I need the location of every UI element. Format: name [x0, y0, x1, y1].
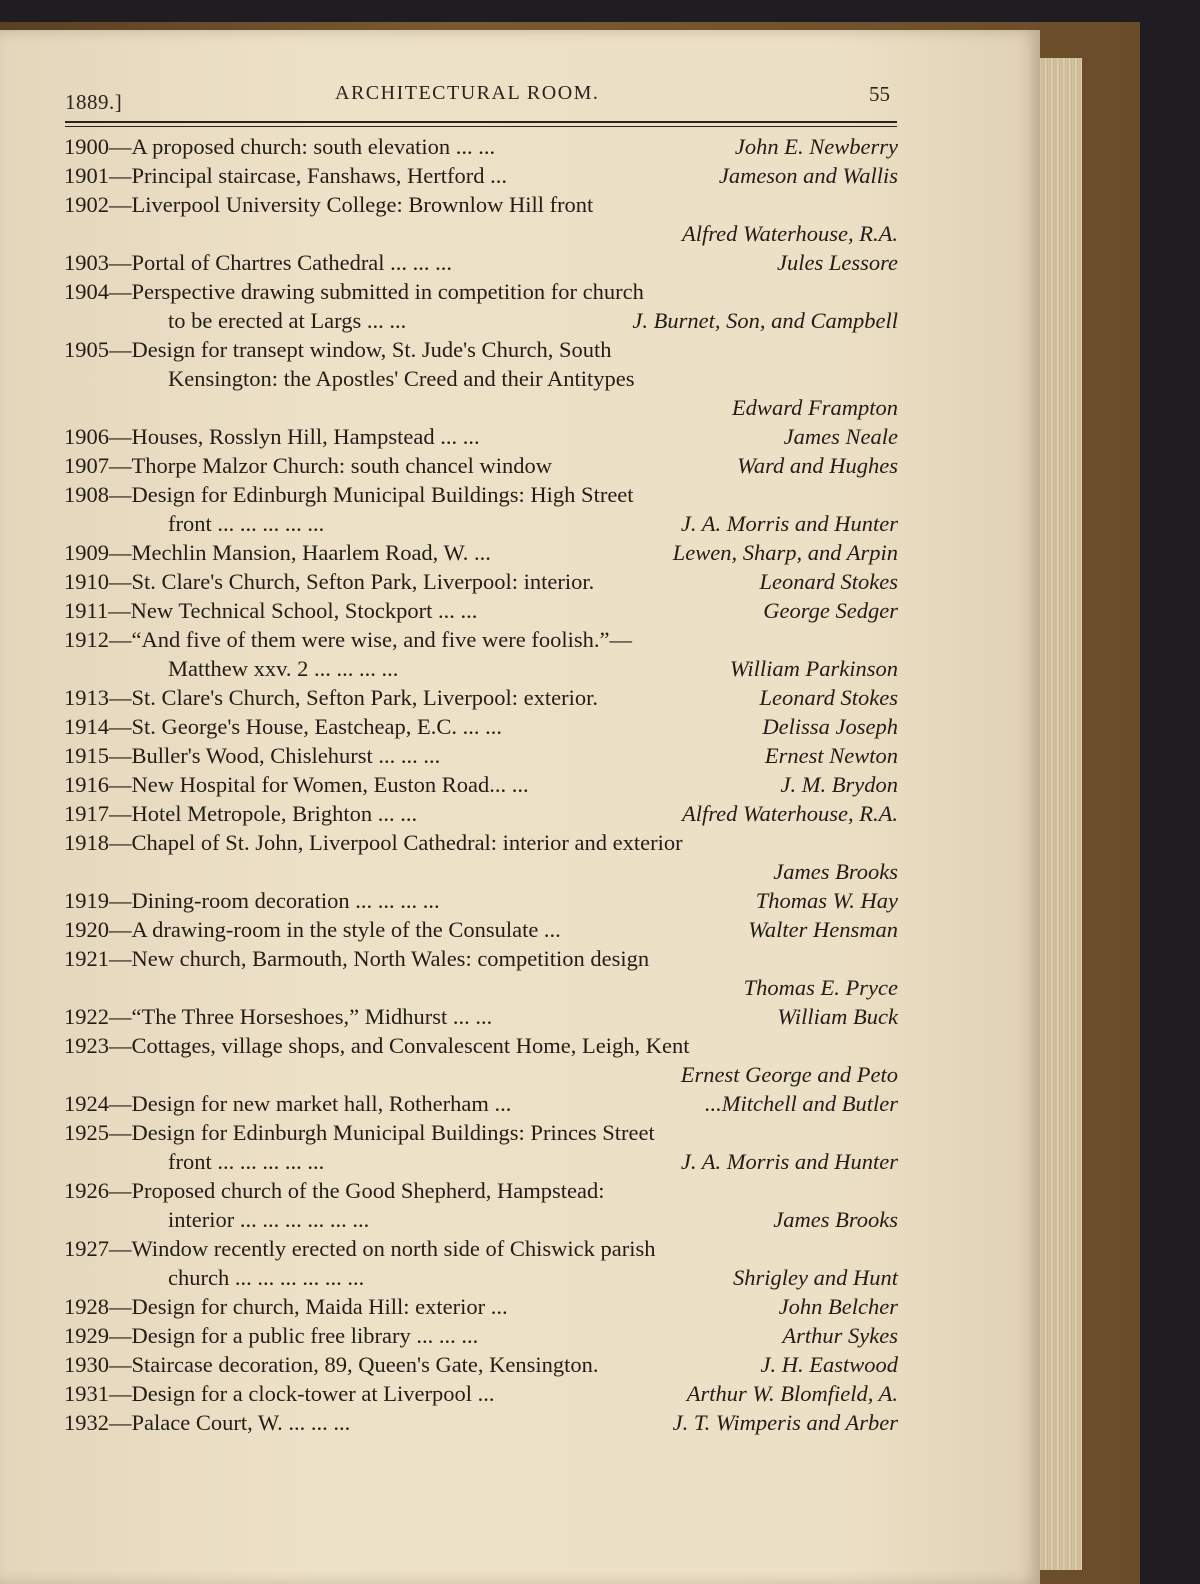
- catalogue-line: [64, 393, 898, 422]
- entry-title: 1903—Portal of Chartres Cathedral ... ... ...: [64, 250, 453, 275]
- catalogue-line: [64, 1118, 898, 1147]
- catalogue-line: [64, 248, 898, 277]
- catalogue-line: [64, 857, 898, 886]
- catalogue-line: [64, 712, 898, 741]
- entry-author: James Neale: [783, 424, 898, 449]
- catalogue-line: [64, 1350, 898, 1379]
- catalogue-line: [64, 625, 898, 654]
- entry-title: 1920—A drawing-room in the style of the Consulate ...: [64, 917, 561, 942]
- catalogue-line: [64, 219, 898, 248]
- entry-title: 1922—“The Three Horseshoes,” Midhurst ... ...: [64, 1004, 493, 1029]
- catalogue-line: [64, 770, 898, 799]
- entry-title: interior ... ... ... ... ... ...: [168, 1207, 370, 1232]
- entry-title: 1930—Staircase decoration, 89, Queen's Gate, Kensington.: [64, 1352, 599, 1377]
- catalogue-line: [64, 683, 898, 712]
- catalogue-line: [64, 1408, 898, 1437]
- entry-author: Ward and Hughes: [737, 453, 898, 478]
- entry-author: J. A. Morris and Hunter: [680, 1149, 898, 1174]
- catalogue-line: [64, 828, 898, 857]
- catalogue-line: [64, 161, 898, 190]
- catalogue-line: [64, 306, 898, 335]
- catalogue-line: [64, 1379, 898, 1408]
- entry-title: church ... ... ... ... ... ...: [168, 1265, 365, 1290]
- entry-title: 1914—St. George's House, Eastcheap, E.C. ... ...: [64, 714, 502, 739]
- entry-title: 1918—Chapel of St. John, Liverpool Cathedral: interior and exterior: [64, 830, 683, 855]
- catalogue-line: [64, 1234, 898, 1263]
- entry-title: 1923—Cottages, village shops, and Convalescent Home, Leigh, Kent: [64, 1033, 690, 1058]
- entry-title: 1932—Palace Court, W. ... ... ...: [64, 1410, 351, 1435]
- entry-title: 1913—St. Clare's Church, Sefton Park, Liverpool: exterior.: [64, 685, 598, 710]
- catalogue-line: [64, 1002, 898, 1031]
- entry-title: Matthew xxv. 2 ... ... ... ...: [168, 656, 399, 681]
- catalogue-line: [64, 190, 898, 219]
- catalogue-line: [64, 422, 898, 451]
- entry-author: Delissa Joseph: [762, 714, 898, 739]
- entry-author: J. A. Morris and Hunter: [680, 511, 898, 536]
- catalogue-line: [64, 132, 898, 161]
- catalogue-line: [64, 1147, 898, 1176]
- catalogue-line: [64, 799, 898, 828]
- running-head: [65, 78, 895, 118]
- entry-author: John E. Newberry: [734, 134, 898, 159]
- catalogue-line: [64, 335, 898, 364]
- entry-title: 1928—Design for church, Maida Hill: exterior ...: [64, 1294, 508, 1319]
- catalogue-line: [64, 1292, 898, 1321]
- entry-title: 1900—A proposed church: south elevation ... ...: [64, 134, 496, 159]
- entry-author: James Brooks: [773, 1207, 898, 1232]
- page-number: 55: [869, 82, 890, 106]
- catalogue-line: [64, 1205, 898, 1234]
- entry-title: front ... ... ... ... ...: [168, 1149, 325, 1174]
- entry-title: 1911—New Technical School, Stockport ... ...: [64, 598, 478, 623]
- entry-title: 1912—“And five of them were wise, and five were foolish.”—: [64, 627, 632, 652]
- entry-author: William Buck: [777, 1004, 898, 1029]
- entry-author: J. T. Wimperis and Arber: [672, 1410, 898, 1435]
- entry-title: 1927—Window recently erected on north side of Chiswick parish: [64, 1236, 656, 1261]
- entry-author: George Sedger: [763, 598, 898, 623]
- catalogue-line: [64, 741, 898, 770]
- entry-title: 1917—Hotel Metropole, Brighton ... ...: [64, 801, 418, 826]
- entry-author: William Parkinson: [729, 656, 898, 681]
- entry-title: 1931—Design for a clock-tower at Liverpool ...: [64, 1381, 495, 1406]
- catalogue-line: [64, 1176, 898, 1205]
- entry-author: John Belcher: [778, 1294, 898, 1319]
- entry-author: J. Burnet, Son, and Campbell: [632, 308, 898, 333]
- catalogue-line: [64, 451, 898, 480]
- entry-title: 1909—Mechlin Mansion, Haarlem Road, W. ...: [64, 540, 491, 565]
- catalogue-line: [64, 567, 898, 596]
- entry-author: James Brooks: [773, 859, 898, 884]
- entry-author: ...Mitchell and Butler: [704, 1091, 898, 1116]
- header-title: ARCHITECTURAL ROOM.: [335, 82, 600, 104]
- header-rule: [65, 121, 897, 123]
- catalogue-entries: [64, 132, 898, 1437]
- entry-author: Shrigley and Hunt: [733, 1265, 898, 1290]
- entry-author: Jameson and Wallis: [718, 163, 898, 188]
- catalogue-line: [64, 654, 898, 683]
- entry-title: 1904—Perspective drawing submitted in competition for church: [64, 279, 644, 304]
- entry-title: 1919—Dining-room decoration ... ... ... ...: [64, 888, 440, 913]
- catalogue-line: [64, 915, 898, 944]
- entry-title: 1916—New Hospital for Women, Euston Road... ...: [64, 772, 529, 797]
- catalogue-line: [64, 596, 898, 625]
- entry-author: J. M. Brydon: [780, 772, 898, 797]
- entry-author: Ernest Newton: [764, 743, 898, 768]
- entry-title: 1924—Design for new market hall, Rotherham ...: [64, 1091, 512, 1116]
- header-year: 1889.]: [65, 90, 123, 114]
- catalogue-line: [64, 944, 898, 973]
- entry-title: front ... ... ... ... ...: [168, 511, 325, 536]
- entry-title: 1921—New church, Barmouth, North Wales: competition design: [64, 946, 650, 971]
- entry-author: Thomas W. Hay: [755, 888, 898, 913]
- entry-title: 1910—St. Clare's Church, Sefton Park, Liverpool: interior.: [64, 569, 595, 594]
- entry-author: Edward Frampton: [731, 395, 898, 420]
- entry-author: Alfred Waterhouse, R.A.: [681, 801, 898, 826]
- entry-author: Ernest George and Peto: [680, 1062, 898, 1087]
- catalogue-line: [64, 538, 898, 567]
- entry-author: Leonard Stokes: [759, 685, 898, 710]
- entry-title: 1929—Design for a public free library ... ... ...: [64, 1323, 479, 1348]
- catalogue-line: [64, 1031, 898, 1060]
- entry-author: Arthur Sykes: [782, 1323, 898, 1348]
- catalogue-line: [64, 364, 898, 393]
- entry-title: 1905—Design for transept window, St. Jude's Church, South: [64, 337, 612, 362]
- catalogue-line: [64, 277, 898, 306]
- catalogue-line: [64, 1321, 898, 1350]
- entry-title: 1925—Design for Edinburgh Municipal Buildings: Princes Street: [64, 1120, 655, 1145]
- entry-title: Kensington: the Apostles' Creed and their Antitypes: [168, 366, 635, 391]
- entry-title: 1926—Proposed church of the Good Shepherd, Hampstead:: [64, 1178, 605, 1203]
- catalogue-line: [64, 509, 898, 538]
- entry-author: Walter Hensman: [748, 917, 898, 942]
- entry-title: 1906—Houses, Rosslyn Hill, Hampstead ... ...: [64, 424, 480, 449]
- catalogue-line: [64, 1089, 898, 1118]
- entry-author: Alfred Waterhouse, R.A.: [681, 221, 898, 246]
- catalogue-line: [64, 480, 898, 509]
- catalogue-line: [64, 973, 898, 1002]
- entry-author: Thomas E. Pryce: [743, 975, 898, 1000]
- catalogue-line: [64, 1060, 898, 1089]
- header-rule-thin: [65, 126, 897, 127]
- entry-author: Lewen, Sharp, and Arpin: [672, 540, 898, 565]
- catalogue-line: [64, 886, 898, 915]
- entry-title: 1908—Design for Edinburgh Municipal Buildings: High Street: [64, 482, 634, 507]
- entry-title: 1902—Liverpool University College: Brownlow Hill front: [64, 192, 594, 217]
- entry-author: Leonard Stokes: [759, 569, 898, 594]
- entry-title: 1915—Buller's Wood, Chislehurst ... ... ...: [64, 743, 441, 768]
- entry-title: 1901—Principal staircase, Fanshaws, Hertford ...: [64, 163, 508, 188]
- entry-author: Arthur W. Blomfield, A.: [686, 1381, 898, 1406]
- entry-author: J. H. Eastwood: [760, 1352, 898, 1377]
- entry-title: to be erected at Largs ... ...: [168, 308, 407, 333]
- catalogue-line: [64, 1263, 898, 1292]
- entry-author: Jules Lessore: [776, 250, 898, 275]
- entry-title: 1907—Thorpe Malzor Church: south chancel window: [64, 453, 553, 478]
